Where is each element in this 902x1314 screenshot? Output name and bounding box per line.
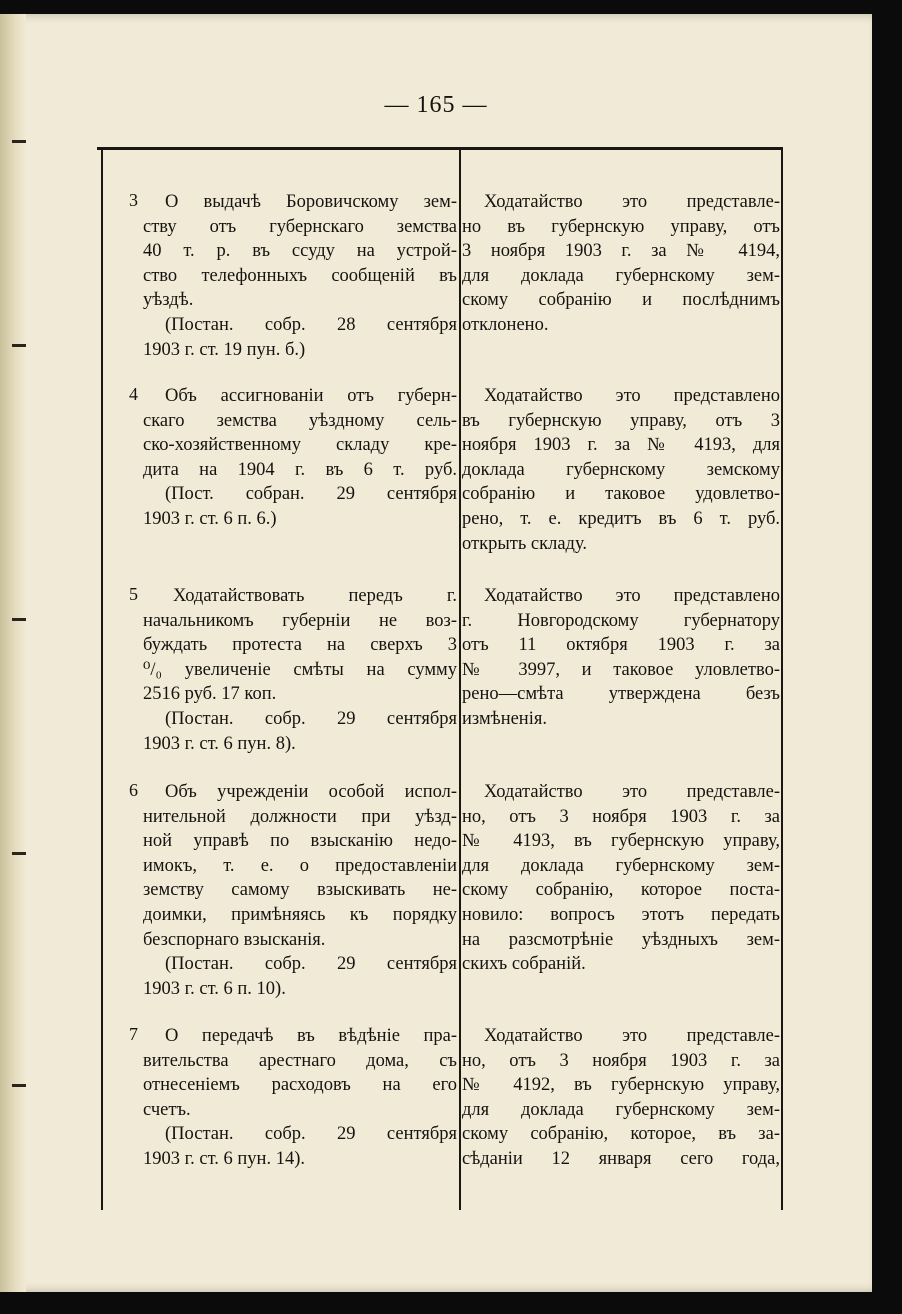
resolution-reference: (Постан. собр. 28 сентября — [165, 314, 457, 335]
petition-text: О выдачѣ Боровичскому зем- ству отъ губернскаго земства 40 т. р. въ ссуду на устрой- ство телефонныхъ сообщеній въ уѣздѣ. (Постан. собр. 28 сентября 1903 г. ст. 19 пун. б.) — [143, 192, 457, 360]
row-number: 6 — [129, 780, 138, 800]
page-binding — [0, 14, 26, 1292]
petition-text: Объ ассигнованіи отъ губерн- скаго земства уѣздному сель- ско-хозяйственному складу кре- дита на 1904 г. въ 6 т. руб. (Пост. собран. 29 сентября 1903 г. ст. 6 п. 6.) — [143, 386, 457, 529]
binding-stitch — [12, 1084, 26, 1087]
outcome-text: Ходатайство это представле- но, отъ 3 ноября 1903 г. за № 4192, въ губернскую управу, для доклада губернскому зем- скому собранію, которое, въ за- сѣданіи 12 января сего года, — [462, 1026, 780, 1169]
petition-text: Ходатайствовать передъ г. начальникомъ губерніи не воз- буждать протеста на сверхъ 3 ⁰/₀ увеличеніе смѣты на сумму 2516 руб. 17 коп. (Постан. собр. 29 сентября 1903 г. ст. 6 пун. 8). — [143, 586, 457, 754]
binding-stitch — [12, 852, 26, 855]
outcome-text: Ходатайство это представлено г. Новгородскому губернатору отъ 11 октября 1903 г. за № 3997, и таковое уловлетво- рено—смѣта утверждена безъ измѣненія. — [462, 586, 780, 729]
petition-text: О передачѣ въ вѣдѣніе пра- вительства арестнаго дома, съ отнесеніемъ расходовъ на его счетъ. (Постан. собр. 29 сентября 1903 г. ст. 6 пун. 14). — [143, 1026, 457, 1169]
row-number: 7 — [129, 1024, 138, 1044]
row-number: 4 — [129, 384, 138, 404]
resolution-reference: (Постан. собр. 29 сентября — [165, 708, 457, 729]
row-number: 3 — [129, 190, 138, 210]
resolution-reference: (Пост. собран. 29 сентября — [165, 484, 457, 505]
petition-text: Объ учрежденіи особой испол- нительной должности при уѣзд- ной управѣ по взысканію недо- имокъ, т. е. о предоставленіи земству самому взыскивать не- доимки, примѣняясь къ порядку безспорнаго взысканія. (Постан. собр. 29 сентября 1903 г. ст. 6 п. 10). — [143, 782, 457, 999]
binding-stitch — [12, 140, 26, 143]
book-page — [0, 14, 872, 1292]
page-number: — 165 — — [384, 92, 488, 118]
table-left-border — [101, 150, 103, 1210]
row-number: 5 — [129, 584, 138, 604]
binding-stitch — [12, 618, 26, 621]
outcome-text: Ходатайство это представлено въ губернскую управу, отъ 3 ноября 1903 г. за № 4193, для доклада губернскому земскому собранію и таковое удовлетво- рено, т. е. кредитъ въ 6 т. руб. открыть складу. — [462, 386, 780, 554]
table-top-rule — [97, 147, 783, 150]
outcome-text: Ходатайство это представле- но, отъ 3 ноября 1903 г. за № 4193, въ губернскую управу, для доклада губернскому зем- скому собранію, которое поста- новило: вопросъ этотъ передать на разсмотрѣніе уѣздныхъ зем- скихъ собраній. — [462, 782, 780, 975]
resolution-reference: (Постан. собр. 29 сентября — [165, 1124, 457, 1145]
table-right-border — [781, 150, 783, 1210]
outcome-text: Ходатайство это представле- но въ губернскую управу, отъ 3 ноября 1903 г. за № 4194, для доклада губернскому зем- скому собранію и послѣднимъ отклонено. — [462, 192, 780, 335]
table-column-divider — [459, 150, 461, 1210]
resolution-reference: (Постан. собр. 29 сентября — [165, 954, 457, 975]
binding-stitch — [12, 344, 26, 347]
